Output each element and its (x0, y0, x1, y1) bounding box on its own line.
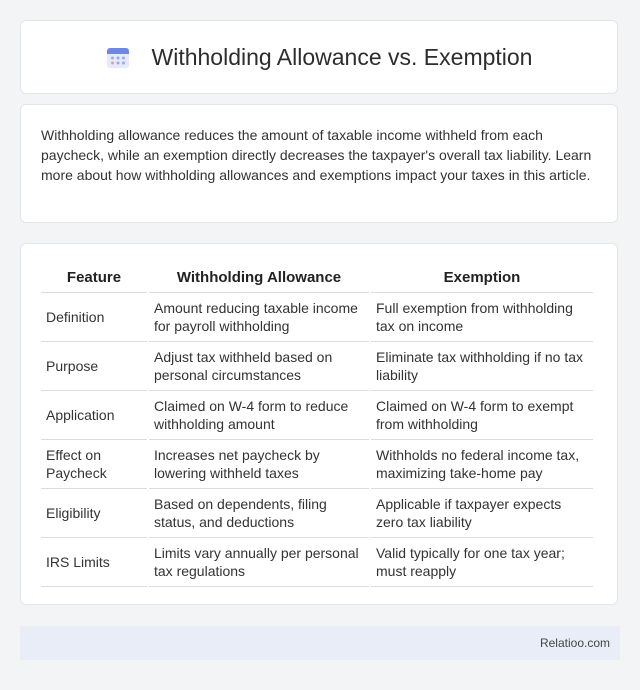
allowance-cell: Increases net paycheck by lowering withheld taxes (149, 440, 369, 489)
feature-cell: Purpose (41, 342, 147, 391)
footer (20, 626, 620, 660)
page-title: Withholding Allowance vs. Exemption (151, 43, 533, 70)
title-card (20, 20, 618, 94)
header-exemption: Exemption (371, 262, 593, 293)
allowance-cell: Based on dependents, filing status, and deductions (149, 489, 369, 538)
exemption-cell: Eliminate tax withholding if no tax liability (371, 342, 593, 391)
comparison-card (20, 243, 618, 605)
table-row (41, 440, 593, 489)
header-withholding-allowance: Withholding Allowance (149, 262, 369, 293)
exemption-cell: Valid typically for one tax year; must reapply (371, 538, 593, 587)
feature-cell: Effect on Paycheck (41, 440, 147, 489)
calendar-icon (106, 45, 130, 69)
intro-card (20, 104, 618, 223)
allowance-cell: Amount reducing taxable income for payroll withholding (149, 293, 369, 342)
exemption-cell: Withholds no federal income tax, maximizing take-home pay (371, 440, 593, 489)
exemption-cell: Applicable if taxpayer expects zero tax liability (371, 489, 593, 538)
table-row (41, 489, 593, 538)
table-row (41, 293, 593, 342)
table-header-row (41, 262, 593, 293)
comparison-table (39, 262, 595, 587)
feature-cell: IRS Limits (41, 538, 147, 587)
feature-cell: Definition (41, 293, 147, 342)
allowance-cell: Adjust tax withheld based on personal circumstances (149, 342, 369, 391)
intro-text: Withholding allowance reduces the amount of taxable income withheld from each paycheck, while an exemption directly decreases the taxpayer's overall tax liability. Learn more about how withholding allowances and exemptions impact your taxes in this article. (41, 127, 592, 183)
allowance-cell: Claimed on W-4 form to reduce withholding amount (149, 391, 369, 440)
exemption-cell: Full exemption from withholding tax on income (371, 293, 593, 342)
table-row (41, 538, 593, 587)
feature-cell: Eligibility (41, 489, 147, 538)
exemption-cell: Claimed on W-4 form to exempt from withholding (371, 391, 593, 440)
table-row (41, 391, 593, 440)
footer-brand[interactable]: Relatioo.com (539, 636, 610, 650)
allowance-cell: Limits vary annually per personal tax regulations (149, 538, 369, 587)
header-feature: Feature (41, 262, 147, 293)
feature-cell: Application (41, 391, 147, 440)
table-row (41, 342, 593, 391)
